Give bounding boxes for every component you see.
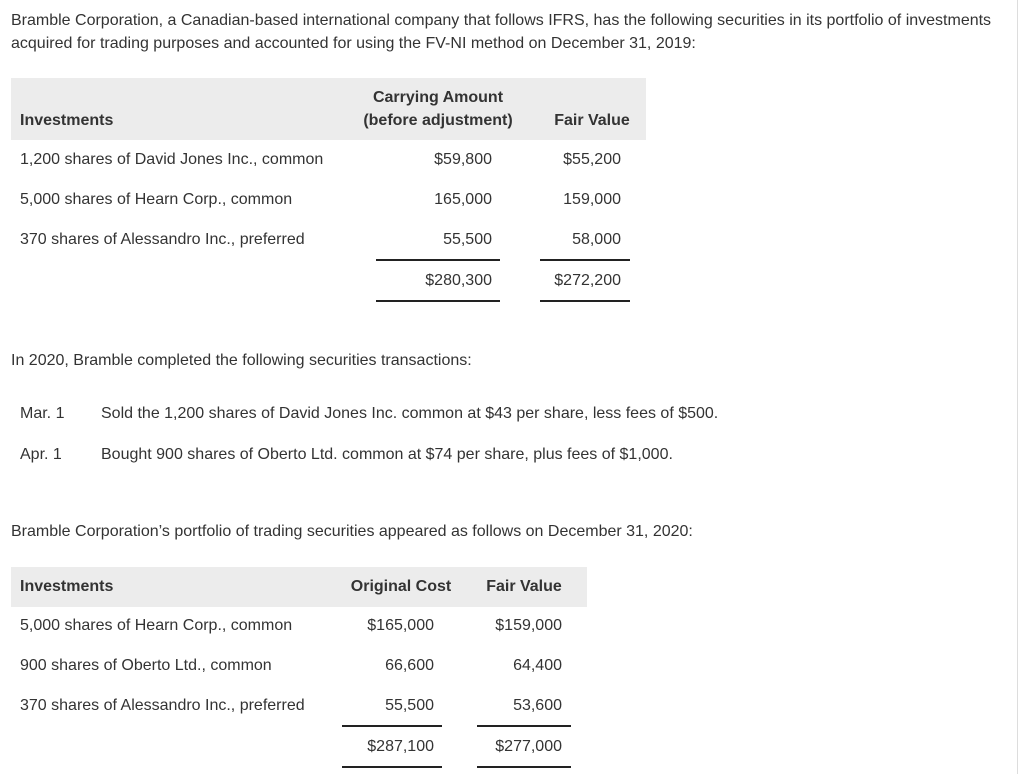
table-2019-row2-carrying: 165,000 [434, 191, 492, 208]
table-2020-header-original-cost: Original Cost [350, 578, 452, 595]
intro-paragraph: Bramble Corporation, a Canadian-based international company that follows IFRS, has the following securities in its portfolio of investments acquired for trading purposes and accounted for using the FV-NI method on December 31, 2019: [11, 12, 992, 52]
table-2020-header-fair-value: Fair Value [486, 578, 562, 595]
table-2020-row3-name: 370 shares of Alessandro Inc., preferred [20, 697, 305, 714]
table-2020-row3-cost: 55,500 [385, 697, 434, 714]
page-right-border [1017, 0, 1018, 774]
table-2020-row2-cost: 66,600 [385, 657, 434, 674]
table-2019-row3-name: 370 shares of Alessandro Inc., preferred [20, 231, 305, 248]
transaction-text: Sold the 1,200 shares of David Jones Inc. common at $43 per share, less fees of $500. [101, 405, 719, 422]
transaction-date: Mar. 1 [20, 405, 65, 422]
table-2020-subtotal-rule-fair [477, 725, 571, 727]
transaction-date: Apr. 1 [20, 446, 62, 463]
table-2020-row2-fair: 64,400 [513, 657, 562, 674]
table-2019-total-carrying: $280,300 [425, 272, 492, 289]
table-2019-header-investments: Investments [20, 112, 114, 129]
table-2019-row2-fair: 159,000 [563, 191, 621, 208]
table-2019-subtotal-rule-carrying [376, 259, 500, 261]
table-2020-row2-name: 900 shares of Oberto Ltd., common [20, 657, 272, 674]
table-2020-row1-name: 5,000 shares of Hearn Corp., common [20, 617, 293, 634]
portfolio-intro: Bramble Corporation’s portfolio of trading securities appeared as follows on December 31, 2020: [11, 523, 693, 540]
table-2020-header-investments: Investments [20, 578, 114, 595]
table-2020-row1-fair: $159,000 [495, 617, 562, 634]
table-2020-row1-cost: $165,000 [367, 617, 434, 634]
table-2020-total-rule-cost [342, 766, 442, 768]
table-2019-row1-name: 1,200 shares of David Jones Inc., common [20, 151, 324, 168]
table-2019-header-bg [11, 78, 646, 140]
table-2020-total-cost: $287,100 [367, 738, 434, 755]
table-2020-total-rule-fair [477, 766, 571, 768]
table-2019-header-fair-value: Fair Value [554, 112, 630, 129]
table-2019-total-fair: $272,200 [554, 272, 621, 289]
table-2019-subtotal-rule-fair [540, 259, 630, 261]
table-2019-row1-fair: $55,200 [563, 151, 621, 168]
table-2020-subtotal-rule-cost [342, 725, 442, 727]
table-2019-row2-name: 5,000 shares of Hearn Corp., common [20, 191, 293, 208]
table-2019-row1-carrying: $59,800 [434, 151, 492, 168]
table-2019-total-rule-fair [540, 300, 630, 302]
table-2019-total-rule-carrying [376, 300, 500, 302]
table-2019-header-carrying-line1: Carrying Amount [372, 89, 504, 106]
table-2019-row3-carrying: 55,500 [443, 231, 492, 248]
table-2020-total-fair: $277,000 [495, 738, 562, 755]
transactions-intro: In 2020, Bramble completed the following securities transactions: [11, 352, 472, 369]
table-2019-header-carrying-line2: (before adjustment) [363, 112, 513, 129]
table-2020-row3-fair: 53,600 [513, 697, 562, 714]
transaction-text: Bought 900 shares of Oberto Ltd. common at $74 per share, plus fees of $1,000. [101, 446, 673, 463]
table-2019-row3-fair: 58,000 [572, 231, 621, 248]
